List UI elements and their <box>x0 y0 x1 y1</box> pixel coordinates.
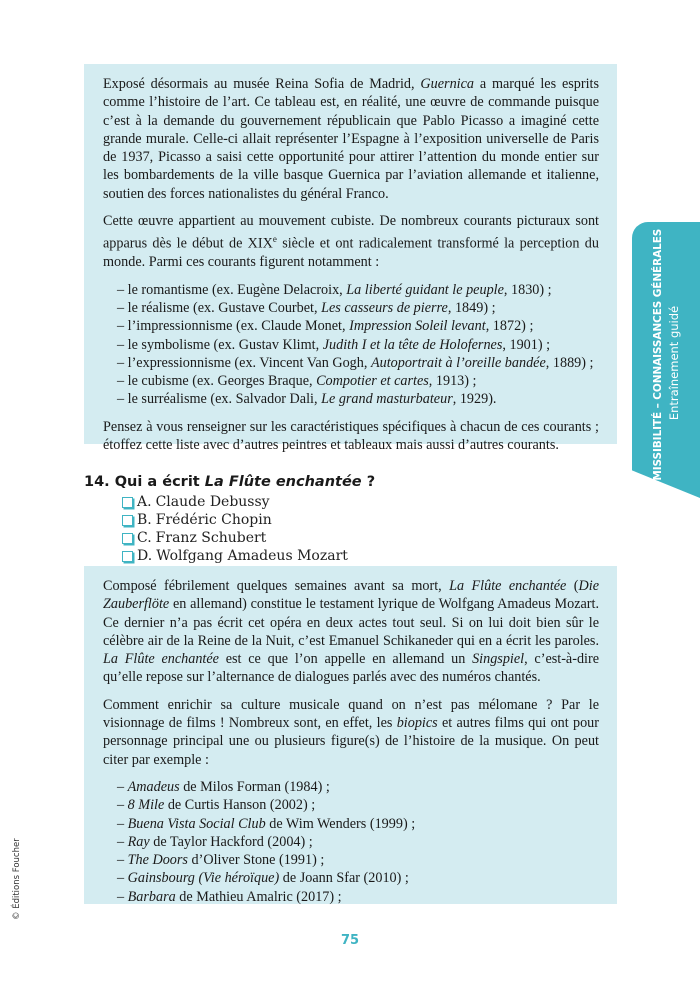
movements-list <box>103 281 599 409</box>
answer-choices <box>122 493 348 565</box>
list-item: – Barbara de Mathieu Amalric (2017) ; <box>117 888 599 906</box>
list-item: – le surréalisme (ex. Salvador Dali, Le grand masturbateur, 1929). <box>117 390 599 408</box>
explanation-box-guernica <box>84 64 617 454</box>
checkbox-icon[interactable] <box>122 497 133 508</box>
question-title: 14. Qui a écrit La Flûte enchantée ? <box>84 474 376 490</box>
list-item: – 8 Mile de Curtis Hanson (2002) ; <box>117 796 599 814</box>
list-item: – l’expressionnisme (ex. Vincent Van Gogh, Autoportrait à l’oreille bandée, 1889) ; <box>117 354 599 372</box>
choice-c[interactable]: C. Franz Schubert <box>122 529 348 547</box>
paragraph-films: Comment enrichir sa culture musicale quand on n’est pas mélomane ? Par le visionnage de films ! Nombreux sont, en effet, les biopics et autres films qui ont pour personnage principal une ou plusieurs figure(s) de l’histoire de la musique. On peut citer par exemple : <box>103 696 599 768</box>
work-title: Guernica <box>420 76 474 92</box>
checkbox-icon[interactable] <box>122 551 133 562</box>
checkbox-icon[interactable] <box>122 515 133 526</box>
list-item: – Ray de Taylor Hackford (2004) ; <box>117 833 599 851</box>
films-list <box>103 778 599 906</box>
list-item: – le symbolisme (ex. Gustav Klimt, Judith I et la tête de Holofernes, 1901) ; <box>117 336 599 354</box>
paragraph-flute: Composé fébrilement quelques semaines avant sa mort, La Flûte enchantée (Die Zauberflöte en allemand) constitue le testament lyrique de Wolfgang Amadeus Mozart. Ce dernier n’a pas écrit cet opéra en deux actes tout seul. Si on lui doit bien sûr le célèbre air de la Reine de la Nuit, c’est Emanuel Schikaneder qui en a écrit les paroles. La Flûte enchantée est ce que l’on appelle en allemand un Singspiel, c’est-à-dire qu’elle repose sur l’alternance de dialogues parlés avec des numéros chantés. <box>103 578 600 686</box>
choice-a[interactable]: A. Claude Debussy <box>122 493 348 511</box>
list-item: – le romantisme (ex. Eugène Delacroix, La liberté guidant le peuple, 1830) ; <box>117 281 599 299</box>
paragraph-guernica: Exposé désormais au musée Reina Sofia de Madrid, Guernica a marqué les esprits comme l’histoire de l’art. Ce tableau est, en réalité, une œuvre de commande puisque c’est à la demande du gouvernement républicain que Pablo Picasso a imaginé cette grande murale. Celle-ci allait représenter l’Espagne à l’exposition universelle de Paris de 1937, Picasso a saisi cette opportunité pour attirer l’attention du monde entier sur les bombardements de la ville basque Guernica par l’aviation allemande et italienne, soutien des forces nationalistes du général Franco. <box>103 76 600 202</box>
explanation-box-flute <box>84 566 617 904</box>
choice-b[interactable]: B. Frédéric Chopin <box>122 511 348 529</box>
list-item: – Buena Vista Social Club de Wim Wenders (1999) ; <box>117 815 599 833</box>
choice-d[interactable]: D. Wolfgang Amadeus Mozart <box>122 547 348 565</box>
paragraph-advice: Pensez à vous renseigner sur les caractéristiques spécifiques à chacun de ces courants ; étoffez cette liste avec d’autres peintres et tableaux mais aussi d’autres courants. <box>103 418 599 454</box>
list-item: – Amadeus de Milos Forman (1984) ; <box>117 778 599 796</box>
list-item: – le réalisme (ex. Gustave Courbet, Les casseurs de pierre, 1849) ; <box>117 299 599 317</box>
copyright: © Éditions Foucher <box>12 838 22 920</box>
list-item: – le cubisme (ex. Georges Braque, Compotier et cartes, 1913) ; <box>117 372 599 390</box>
side-tab-label: ADMISSIBILITÉ – CONNAISSANCES GÉNÉRALES Entraînement guidé <box>651 228 681 498</box>
page-number: 75 <box>340 933 360 948</box>
list-item: – l’impressionnisme (ex. Claude Monet, Impression Soleil levant, 1872) ; <box>117 317 599 335</box>
list-item: – Gainsbourg (Vie héroïque) de Joann Sfar (2010) ; <box>117 869 599 887</box>
checkbox-icon[interactable] <box>122 533 133 544</box>
paragraph-cubism: Cette œuvre appartient au mouvement cubiste. De nombreux courants picturaux sont apparus dès le début de XIXe siècle et ont radicalement transformé la perception du monde. Parmi ces courants figurent notamment : <box>103 213 599 271</box>
list-item: – The Doors d’Oliver Stone (1991) ; <box>117 851 599 869</box>
